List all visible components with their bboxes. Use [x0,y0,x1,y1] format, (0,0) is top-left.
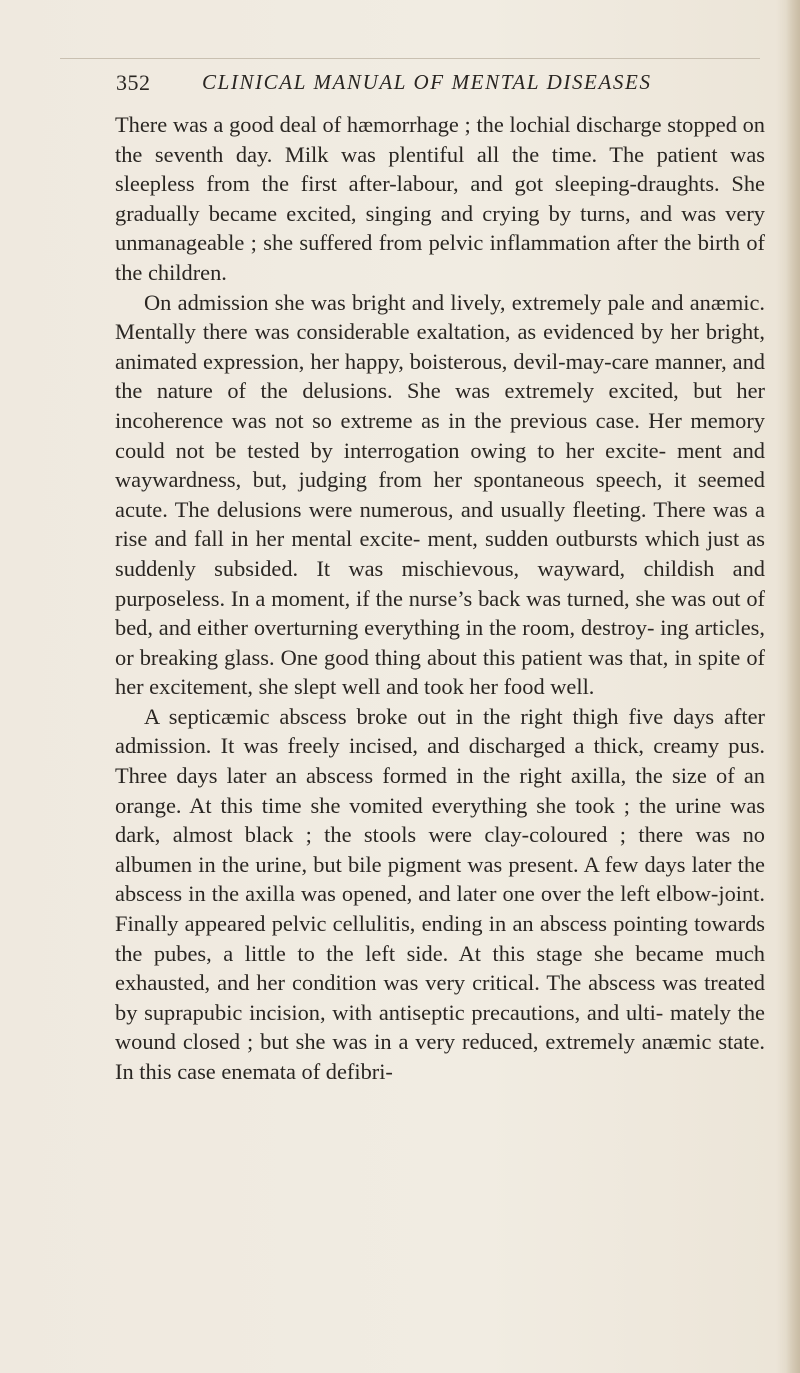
page-number: 352 [116,70,151,95]
page-edge-shadow [786,0,800,1373]
paragraph-3: A septicæmic abscess broke out in the right thigh five days after admission. It was freely incised, and discharged a thick, creamy pus. Three days later an abscess formed in the right axilla, the size of an orange. At this time she vomited everything she took ; the urine was dark, almost black ; the stools were clay-coloured ; there was no albumen in the urine, but bile pigment was present. A few days later the abscess in the axilla was opened, and later one over the left elbow-joint. Finally appeared pelvic cellulitis, ending in an abscess pointing towards the pubes, a little to the left side. At this stage she became much exhausted, and her condition was very critical. The abscess was treated by suprapubic incision, with antiseptic precautions, and ulti- mately the wound closed ; but she was in a very reduced, extremely anæmic state. In this case enemata of defibri- [115,703,765,1084]
page-top-rule [60,58,760,59]
body-text [115,110,765,1087]
page-header [116,68,756,98]
running-head: CLINICAL MANUAL OF MENTAL DISEASES [202,70,652,94]
paragraph-2: On admission she was bright and lively, extremely pale and anæmic. Mentally there was considerable exaltation, as evidenced by her bright, animated expression, her happy, boisterous, devil-may-care manner, and the nature of the delusions. She was extremely excited, but her incoherence was not so extreme as in the previous case. Her memory could not be tested by interrogation owing to her excite- ment and waywardness, but, judging from her spontaneous speech, it seemed acute. The delusions were numerous, and usually fleeting. There was a rise and fall in her mental excite- ment, sudden outbursts which just as suddenly subsided. It was mischievous, wayward, childish and purposeless. In a moment, if the nurse’s back was turned, she was out of bed, and either overturning everything in the room, destroy- ing articles, or breaking glass. One good thing about this patient was that, in spite of her excitement, she slept well and took her food well. [115,289,765,700]
paragraph-1: There was a good deal of hæmorrhage ; the lochial discharge stopped on the seventh day. Milk was plentiful all the time. The patient was sleepless from the first after-labour, and got sleeping-draughts. She gradually became excited, singing and crying by turns, and was very unmanageable ; she suffered from pelvic inflammation after the birth of the children. [115,112,765,285]
